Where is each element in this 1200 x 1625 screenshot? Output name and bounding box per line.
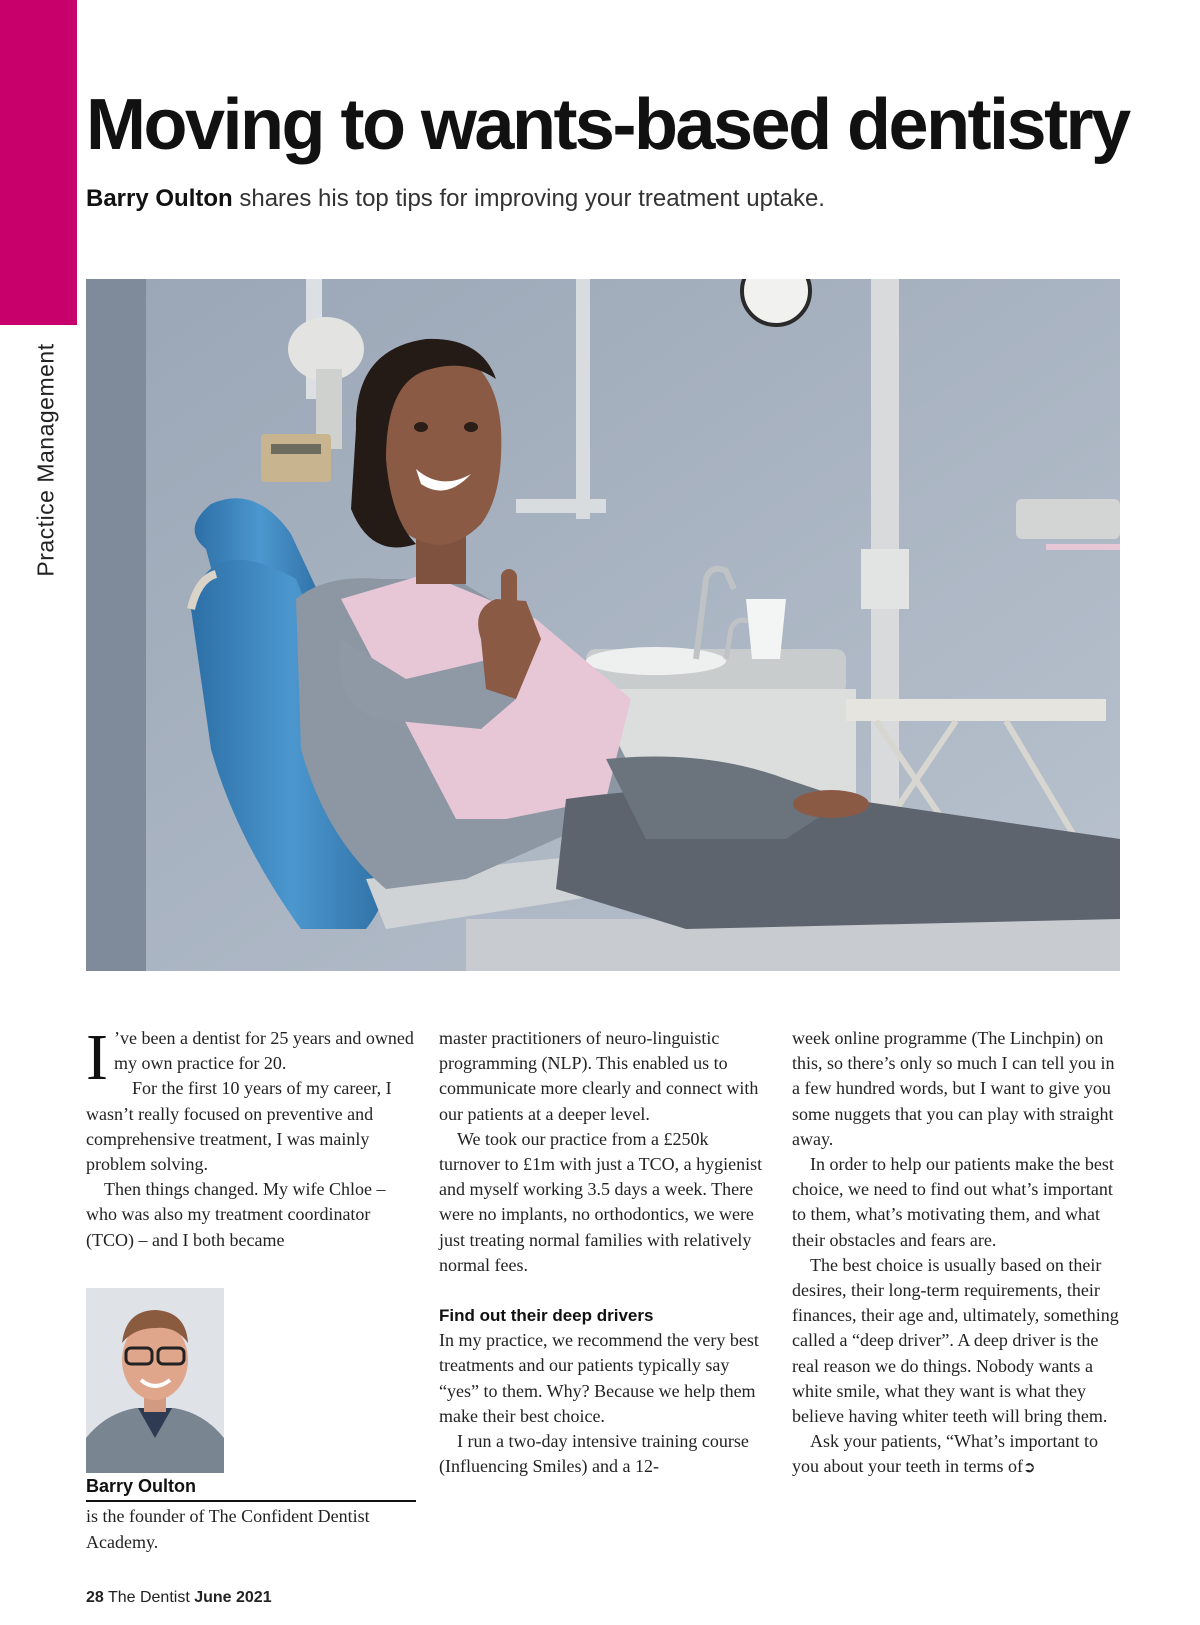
author-portrait	[86, 1288, 224, 1473]
paragraph-text: Ask your patients, “What’s important to you about your teeth in terms of	[792, 1431, 1098, 1477]
section-color-bar	[0, 0, 77, 325]
article-column-2	[439, 1026, 769, 1479]
author-portrait-icon	[86, 1288, 224, 1473]
page-number: 28	[86, 1589, 104, 1606]
article-subhead: Find out their deep drivers	[439, 1306, 654, 1326]
standfirst	[86, 185, 825, 213]
article-column-3	[792, 1026, 1122, 1481]
publication-name: The Dentist	[103, 1589, 195, 1606]
article-column-1	[86, 1021, 416, 1253]
page-footer	[86, 1589, 272, 1607]
paragraph: For the first 10 years of my career, I wasn’t really focused on preventive and comprehensive treatment, I was mainly problem solving.	[86, 1078, 392, 1175]
hero-photo	[86, 279, 1120, 971]
dropcap: I	[86, 1021, 108, 1094]
paragraph: In order to help our patients make the best choice, we need to find out what’s important to them, what’s motivating them, and what their obstacles and fears are.	[792, 1154, 1114, 1250]
paragraph: The best choice is usually based on their desires, their long-term requirements, their finances, their age and, ultimately, something called a “deep driver”. A deep driver is the real reason we do things. Nobody wants a white smile, what they want is what they believe having whiter teeth will bring them.	[792, 1254, 1119, 1427]
standfirst-text: shares his top tips for improving your treatment uptake.	[232, 185, 825, 212]
paragraph: Then things changed. My wife Chloe – who was also my treatment coordinator (TCO) – and I both became	[86, 1179, 386, 1250]
paragraph-text: ’ve been a dentist for 25 years and owned my own practice for 20.	[113, 1028, 414, 1074]
paragraph: week online programme (The Linchpin) on this, so there’s only so much I can tell you in a few hundred words, but I want to give you some nuggets that you can play with straight away.	[792, 1028, 1115, 1149]
paragraph: In my practice, we recommend the very best treatments and our patients typically say “yes” to them. Why? Because we help them make their best choice.	[439, 1330, 759, 1426]
paragraph: master practitioners of neuro-linguistic programming (NLP). This enabled us to communicate more clearly and connect with our patients at a deeper level.	[439, 1028, 759, 1124]
issue-date: June 2021	[194, 1589, 272, 1606]
photo-patient-thumbs-up-icon	[86, 279, 1120, 971]
paragraph: We took our practice from a £250k turnover to £1m with just a TCO, a hygienist and myself working 3.5 days a week. There were no implants, no orthodontics, we were just treating normal families with relatively normal fees.	[439, 1128, 763, 1275]
author-name: Barry Oulton	[86, 1476, 416, 1502]
author-bio: is the founder of The Confident Dentist Academy.	[86, 1506, 370, 1552]
article-headline: Moving to wants-based dentistry	[86, 85, 1129, 165]
standfirst-author: Barry Oulton	[86, 185, 233, 212]
section-label: Practice Management	[32, 343, 59, 577]
continue-arrow-icon: ➲	[1022, 1458, 1036, 1477]
opening-paragraph	[86, 1021, 416, 1094]
paragraph: I run a two-day intensive training course (Influencing Smiles) and a 12-	[439, 1431, 749, 1477]
paragraph	[792, 1429, 1122, 1480]
